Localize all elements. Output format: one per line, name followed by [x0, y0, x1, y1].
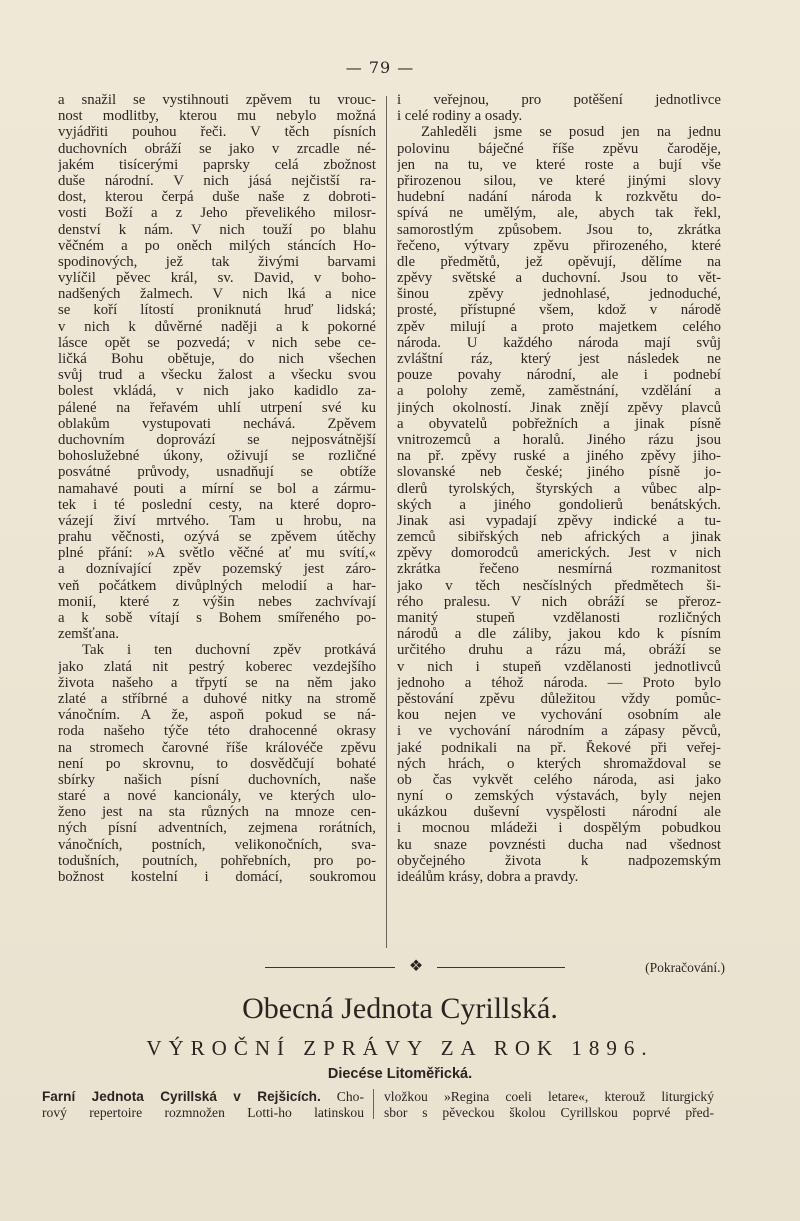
text-line: ských a jiného gondolierů benátských.: [397, 496, 721, 513]
text-line: polovinu báječné říše zpěvu čaroděje,: [397, 140, 721, 157]
text-line: ličká Bohu obětuje, do nich všechen: [58, 351, 376, 367]
text-line: Tak i ten duchovní zpěv protkává: [82, 642, 376, 659]
text-line: ideálům krásy, dobra a pravdy.: [397, 869, 579, 885]
text-line: roda našeho týče této drahocenné okrasy: [58, 723, 376, 740]
text-line: na stromech čarovné říše královéče zpěvu: [58, 739, 376, 756]
text-line: věčném a po oněch milých stáncích Ho-: [58, 237, 376, 254]
right-text-column: [397, 92, 721, 885]
separator-line-right: [437, 967, 565, 968]
text-line: staré a nové kancionály, ve kterých ulo-: [58, 788, 376, 805]
text-line: na př. zpěvy ruské a jiného zpěvy jiho-: [397, 448, 721, 465]
diocese-heading: Diecése Litoměřická.: [327, 1066, 473, 1082]
text-line: kou nejen ve vychování osobním ale: [397, 707, 721, 724]
text-line: vylíčil pěvec král, sv. David, v boho-: [58, 270, 376, 287]
text-line: i celé rodiny a osady.: [397, 108, 523, 125]
text-line: duchovních obráží se jako v zrcadle né-: [58, 140, 376, 157]
report-column-divider: [373, 1089, 374, 1119]
text-line: šinou zpěvy jednohlasé, jednoduché,: [397, 286, 721, 303]
text-line: ných hrách, o kterých shromaždoval se: [397, 755, 721, 772]
text-line: jakém tisícerými paprsky celá zbožnost: [58, 156, 376, 173]
text-line: obyčejného života k nadpozemským: [397, 852, 721, 869]
text-line: ku snaze povznésti ducha nad všednost: [397, 836, 721, 853]
text-line: zkrátka řečeno nesmírná rozmanitost: [397, 561, 721, 578]
text-line: a k sobě vítají s Bohem smířeného po-: [58, 610, 376, 626]
text-line: zpěvy domorodců amerických. Jest v nich: [397, 545, 721, 562]
text-line: samorostlým způsobem. Jsou to, zkrátka: [397, 221, 721, 238]
text-line: jiných okolností. Jinak znějí zpěvy plavců: [397, 399, 721, 416]
text-line: bolest vkládá, v nich jako kadidlo za-: [58, 383, 376, 400]
text-line: vnitrozemců a horalů. Jiného rázu jsou: [397, 431, 721, 448]
report-line: vložkou »Regina coeli letare«, kterouž liturgický: [384, 1089, 714, 1104]
text-line: slovanské neb české; jiného písně jo-: [397, 464, 721, 481]
text-line: není po skrovnu, to dosvědčují bohaté: [58, 755, 376, 772]
text-line: nadšených žalmech. V nich lká a nice: [58, 286, 376, 303]
text-line: jen na tu, ve které roste a bují vše: [397, 156, 721, 173]
page-number: — 79 —: [345, 58, 415, 77]
left-text-column: [58, 92, 376, 885]
text-line: pěstování zpěvu důležitou vždy pomůc-: [397, 690, 721, 707]
text-line: v nich k důvěrné naději a k pokorné: [58, 318, 376, 335]
text-line: dost, kterou čerpá duše naše z dobroti-: [58, 189, 376, 206]
text-line: řečeno, výtvary zpěvu přirozeného, které: [397, 237, 721, 254]
text-line: prosté, přístupné všem, kdož v národě: [397, 302, 721, 319]
text-line: denství k nám. V nich touží po blahu: [58, 221, 376, 238]
report-line: sbor s pěveckou školou Cyrillskou poprvé před-: [384, 1105, 714, 1121]
text-line: i mocnou mládeži i dospělým pobudkou: [397, 820, 721, 837]
text-line: zpěv milují a proto majetkem celého: [397, 318, 721, 335]
text-line: todušních, poutních, pohřebních, pro po-: [58, 852, 376, 869]
report-line: [42, 1088, 364, 1104]
text-line: nost modlitby, kterou mu nebylo možná: [58, 108, 376, 125]
text-line: vánočních, postních, velikonočních, sva-: [58, 836, 376, 853]
text-line: ženo jest na sta různých na mnoze cen-: [58, 804, 376, 821]
text-line: rého pralesu. V nich obráží se přeroz-: [397, 593, 721, 610]
text-line: tek i té poslední cesty, na které dopro-: [58, 496, 376, 513]
text-line: lásce opět se pozvedá; v nich sebe ce-: [58, 334, 376, 351]
separator-line-left: [265, 967, 395, 968]
text-line: jaké podnikali na př. Řekové při veřej-: [397, 739, 721, 756]
text-line: v nich i stupeň vzdělanosti jednotlivců: [397, 658, 721, 675]
section-subtitle: VÝROČNÍ ZPRÁVY ZA ROK 1896.: [146, 1036, 654, 1060]
text-line: a polohy země, zaměstnání, vzdělání a: [397, 383, 721, 400]
text-line: prahu věčnosti, ozývá se zpěvem útěchy: [58, 529, 376, 546]
text-line: jako zlatá nit pestrý koberec vezdejšího: [58, 658, 376, 675]
text-line: pálené na řeřavém uhlí utrpení své ku: [58, 399, 376, 416]
text-line: a doznívající zpěv pozemský jest záro-: [58, 561, 376, 578]
text-line: dlerů tyrolských, štyrských a vůbec alp-: [397, 480, 721, 497]
report-line: rový repertoire rozmnožen Lotti-ho latinskou: [42, 1105, 364, 1121]
text-line: božnost kostelní i domácí, soukromou: [58, 869, 376, 885]
continuation-note: (Pokračování.): [645, 960, 725, 975]
report-lead: Farní Jednota Cyrillská v Rejšicích.: [42, 1089, 321, 1104]
text-line: duchovním doprovází se nejposvátnější: [58, 431, 376, 448]
ornament-icon: ❖: [408, 956, 424, 975]
text-line: oblakům vystupovati nechává. Zpěvem: [58, 415, 376, 432]
text-line: ukázkou duševní vyspělosti národní ale: [397, 804, 721, 821]
text-line: i veřejnou, pro potěšení jednotlivce: [397, 92, 721, 108]
text-line: spívá ne umělým, ale, abych tak řekl,: [397, 205, 721, 222]
text-line: sbírky našich písní duchovních, naše: [58, 771, 376, 788]
text-line: vánočním. A že, aspoň pokud se ná-: [58, 707, 376, 724]
text-line: národa. U každého národa mají svůj: [397, 334, 721, 351]
text-line: jednoho a téhož národa. — Proto bylo: [397, 674, 721, 691]
text-line: Zahleděli jsme se posud jen na jednu: [421, 124, 721, 141]
ornamental-separator: [265, 958, 565, 976]
text-line: a snažil se vystihnouti zpěvem tu vrouc-: [58, 92, 376, 108]
text-line: vyjádřiti pouhou řeči. V těch písních: [58, 124, 376, 141]
text-line: se koří lítostí proniknutá hruď lidská;: [58, 302, 376, 319]
text-line: zlaté a stříbrné a duhové nitky na stromě: [58, 690, 376, 707]
text-line: zemců sibiřských neb afrických a jinak: [397, 529, 721, 546]
text-line: plné přání: »A světlo věčné ať mu svítí,«: [58, 545, 376, 562]
text-line: jako v těch nesčíslných předmětech ši-: [397, 577, 721, 594]
text-line: a obyvatelů pobřežních a jinak písně: [397, 415, 721, 432]
text-line: manitý stupeň vzdělanosti rozličných: [397, 610, 721, 626]
text-line: dle předmětů, jež opěvují, dělíme na: [397, 253, 721, 270]
text-line: zvláštní ráz, který jest následek ne: [397, 351, 721, 367]
text-line: i ve vychování národním a zápasy pěvců,: [397, 723, 721, 740]
report-left-column: [42, 1088, 364, 1120]
text-line: národů a dle záliby, jakou kdo k písním: [397, 626, 721, 643]
text-line: zpěvy světské a duchovní. Jsou to vět-: [397, 270, 721, 287]
text-line: veň počátkem divůplných melodií a har-: [58, 577, 376, 594]
text-line: vázejí živí mrtvého. Tam u hrobu, na: [58, 512, 376, 529]
text-line: namahavé pouti a mírní se bol a zármu-: [58, 480, 376, 497]
section-title: Obecná Jednota Cyrillská.: [242, 992, 558, 1025]
report-text: Cho-: [320, 1089, 364, 1104]
text-line: bohoslužebné úkony, oživují se rozličné: [58, 448, 376, 465]
text-line: nyní o zemských výstavách, byly nejen: [397, 788, 721, 805]
text-line: života našeho a třpytí se na něm jako: [58, 674, 376, 691]
text-line: určitého druhu a rázu má, obráží se: [397, 642, 721, 659]
text-line: svůj trud a všecku žalost a všecku svou: [58, 367, 376, 384]
text-line: spodinových, jež tak živými barvami: [58, 253, 376, 270]
report-right-column: [384, 1088, 714, 1120]
text-line: duše národní. V nich jásá nejčistší ra-: [58, 172, 376, 189]
text-line: přirozenou silou, ve které jinými slovy: [397, 172, 721, 189]
text-line: Jinak asi vypadají zpěvy indické a tu-: [397, 512, 721, 529]
text-line: zemšťana.: [58, 626, 119, 643]
text-line: pouze povahy národní, ale i podnebí: [397, 367, 721, 384]
column-divider: [386, 96, 387, 948]
text-line: monií, které z výšin nebes zachvívají: [58, 593, 376, 610]
text-line: posvátné průvody, usnadňují se obtíže: [58, 464, 376, 481]
text-line: ných písní adventních, zejmena rorátních,: [58, 820, 376, 837]
text-line: vosti Boží a z Jeho převelikého milosr-: [58, 205, 376, 222]
text-line: ob čas vykvět celého národa, asi jako: [397, 771, 721, 788]
text-line: hudební nadání národa k rozkvětu do-: [397, 189, 721, 206]
